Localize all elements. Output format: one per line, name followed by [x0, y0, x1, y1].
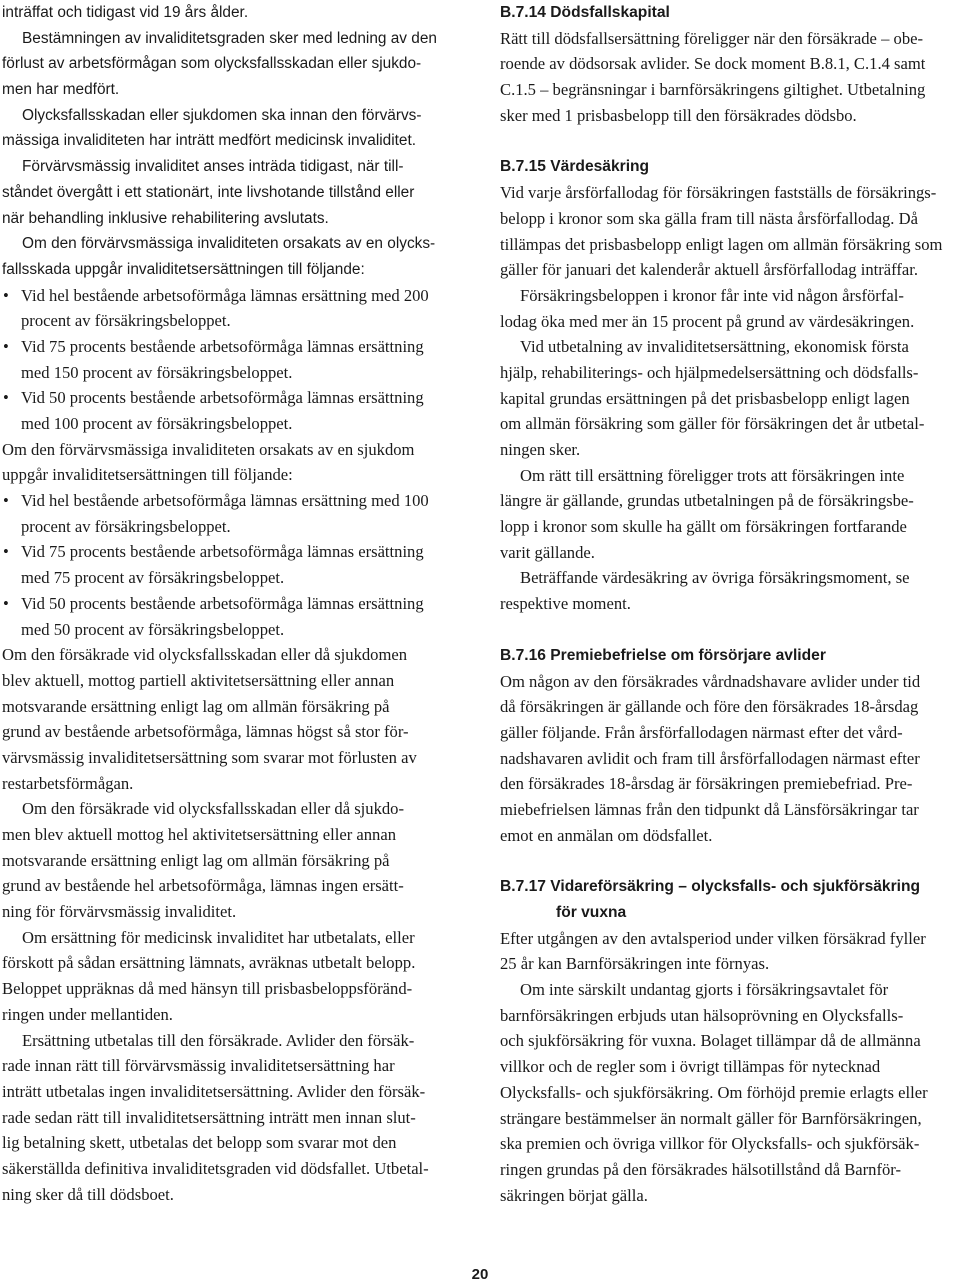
text-line: C.1.5 – begränsningar i barnförsäkringens giltighet. Utbetalning [500, 80, 926, 100]
text-line: ning för förvärvsmässig invaliditet. [2, 902, 237, 922]
section [500, 154, 958, 616]
section-heading: B.7.14 Dödsfallskapital [500, 4, 670, 21]
section-heading: B.7.16 Premiebefrielse om försörjare avlider [500, 646, 826, 664]
text-line: inträtt utbetalas ingen invaliditetsersättning. Avlider den försäk- [2, 1081, 426, 1101]
text-line: motsvarande ersättning enligt lag om allmän försäkring på [2, 696, 390, 716]
page-number: 20 [471, 1266, 489, 1283]
text-block [2, 283, 476, 1208]
section-heading: B.7.15 Värdesäkring [500, 158, 650, 176]
text-line: Förvärvsmässig invaliditet anses inträda tidigast, när till- [22, 158, 404, 176]
section [500, 874, 958, 1208]
text-line: emot en anmälan om dödsfallet. [500, 825, 713, 845]
text-line: Ersättning utbetalas till den försäkrade. Avlider den försäk- [22, 1030, 415, 1050]
text-line: Om den förvärvsmässiga invaliditeten orsakats av en olycks- [22, 235, 436, 253]
text-line: längre är gällande, grundas utbetalningen på de försäkringsbe- [500, 491, 914, 511]
text-line: om allmän försäkring som gäller för försäkringen det år utbetal- [500, 414, 925, 434]
text-line: när behandling inklusive rehabilitering avslutats. [2, 209, 329, 227]
bullet-item-line: • Vid 50 procents bestående arbetsoförmåga lämnas ersättning [2, 591, 476, 617]
bullet-item-line: • Vid 50 procents bestående arbetsoförmåga lämnas ersättning [2, 385, 476, 411]
text-line: lopp i kronor som skulle ha gällt om försäkringen fortfarande [500, 517, 907, 537]
text-line: lodag öka med mer än 15 procent på grund av värdesäkringen. [500, 311, 915, 331]
text-line: strängare bestämmelser än normalt gäller för Barnförsäkringen, [500, 1108, 922, 1128]
text-line: restarbetsförmågan. [2, 773, 134, 793]
text-line: rade sedan rätt till invaliditetsersättning inträtt men innan slut- [2, 1107, 416, 1127]
text-line: roende av dödsorsak avlider. Se dock moment B.8.1, C.1.4 samt [500, 54, 926, 74]
section-gap [500, 617, 958, 643]
section-gap [500, 128, 958, 154]
text-line: motsvarande ersättning enligt lag om allmän försäkring på [2, 850, 390, 870]
text-line: kapital grundas ersättningen på det prisbasbelopp enligt lagen [500, 388, 910, 408]
bullet-item-line: • Vid hel bestående arbetsoförmåga lämnas ersättning med 100 [2, 488, 476, 514]
text-line: Om den försäkrade vid olycksfallsskadan eller då sjukdomen [2, 645, 408, 665]
text-line: inträffat och tidigast vid 19 års ålder. [2, 4, 249, 21]
text-line: ska premien och övriga villkor för Olycksfalls- och sjukförsäk- [500, 1134, 920, 1154]
text-line: med 75 procent av försäkringsbeloppet. [21, 568, 285, 588]
text-line: med 50 procent av försäkringsbeloppet. [21, 619, 285, 639]
text-line: 25 år kan Barnförsäkringen inte förnyas. [500, 954, 770, 974]
text-line: Om den förvärvsmässiga invaliditeten orsakats av en sjukdom [2, 439, 415, 459]
text-line: förskott på sådan ersättning lämnats, avräknas utbetalt belopp. [2, 953, 416, 973]
bullet-item-line: • Vid hel bestående arbetsoförmåga lämnas ersättning med 200 [2, 283, 476, 309]
text-line: respektive moment. [500, 594, 631, 614]
text-line: mässiga invaliditeten har inträtt medfört medicinsk invaliditet. [2, 132, 417, 150]
text-line: Vid utbetalning av invaliditetsersättning, ekonomisk första [520, 337, 909, 357]
text-line: nadshavaren avlidit och fram till årsförfallodagen närmast efter [500, 748, 920, 768]
text-line: procent av försäkringsbeloppet. [21, 311, 231, 331]
text-line: Om rätt till ersättning föreligger trots att försäkringen inte [520, 465, 905, 485]
text-line: Bestämningen av invaliditetsgraden sker med ledning av den [22, 29, 437, 47]
section-gap [500, 848, 958, 874]
text-line: Om inte särskilt undantag gjorts i försäkringsavtalet för [520, 980, 889, 1000]
text-line: Om ersättning för medicinsk invaliditet har utbetalats, eller [22, 927, 415, 947]
text-line: och sjukförsäkring för vuxna. Bolaget tillämpar då de allmänna [500, 1031, 921, 1051]
text-line: Om någon av den försäkrades vårdnadshavare avlider under tid [500, 671, 921, 691]
section [500, 643, 958, 849]
text-line: men har medfört. [2, 81, 120, 99]
text-line: Olycksfallsskadan eller sjukdomen ska innan den förvärvs- [22, 106, 422, 124]
text-line: barnförsäkringen erbjuds utan hälsoprövning en Olycksfalls- [500, 1005, 904, 1025]
right-column [500, 0, 958, 1208]
text-line: belopp i kronor som ska gälla fram till nästa årsförfallodag. Då [500, 208, 918, 228]
text-line: villkor och de regler som i övrigt tillämpas för nytecknad [500, 1057, 881, 1077]
text-line: miebefrielsen lämnas från den tidpunkt då Länsförsäkringar tar [500, 799, 919, 819]
text-line: värvsmässig invaliditetsersättning som svarar mot förlusten av [2, 747, 417, 767]
text-line: blev aktuell, mottog partiell aktivitetsersättning eller annan [2, 670, 395, 690]
left-column [2, 0, 476, 1207]
text-line: Olycksfalls- och sjukförsäkring. Om förhöjd premie erlagts eller [500, 1082, 928, 1102]
text-line: ringen under mellantiden. [2, 1004, 173, 1024]
text-line: säkringen börjat gälla. [500, 1185, 648, 1205]
text-line: ringen grundas på den försäkrades hälsotillstånd då Barnför- [500, 1159, 902, 1179]
text-line: lig betalning skett, utbetalas det belopp som svarar mot den [2, 1133, 397, 1153]
text-line: med 150 procent av försäkringsbeloppet. [21, 362, 293, 382]
text-line: men blev aktuell mottog hel aktivitetsersättning eller annan [2, 825, 396, 844]
text-line: tillämpas det prisbasbelopp enligt lagen om allmän försäkring som [500, 234, 943, 254]
text-line: förlust av arbetsförmågan som olycksfallsskadan eller sjukdo- [2, 55, 422, 73]
text-line: Om den försäkrade vid olycksfallsskadan eller då sjukdo- [22, 799, 405, 819]
text-line: med 100 procent av försäkringsbeloppet. [21, 414, 293, 433]
text-line: Vid varje årsförfallodag för försäkringen fastställs de försäkrings- [500, 183, 937, 203]
text-line: Efter utgången av den avtalsperiod under vilken försäkrad fyller [500, 928, 926, 948]
text-line: Beträffande värdesäkring av övriga försäkringsmoment, se [520, 568, 910, 588]
text-line: ning sker då till dödsboet. [2, 1184, 174, 1204]
text-line: rade innan rätt till förvärvsmässig invaliditetsersättning har [2, 1056, 395, 1076]
text-line: procent av försäkringsbeloppet. [21, 516, 231, 536]
text-line: den försäkrades 18-årsdag är försäkringen premiebefriad. Pre- [500, 774, 913, 794]
text-line: uppgår invaliditetsersättningen till följande: [2, 465, 293, 485]
text-line: gäller följande. Från årsförfallodagen närmast efter det vård- [500, 722, 903, 742]
section-heading: för vuxna [556, 904, 627, 921]
text-line: ståndet övergått i ett stationärt, inte livshotande tillstånd eller [2, 183, 415, 201]
text-block [2, 0, 476, 283]
text-line: fallsskada uppgår invaliditetsersättningen till följande: [2, 260, 365, 278]
section [500, 0, 958, 128]
text-line: grund av bestående hel arbetsoförmåga, lämnas ingen ersätt- [2, 876, 404, 896]
text-line: varit gällande. [500, 542, 595, 562]
bullet-item-line: • Vid 75 procents bestående arbetsoförmåga lämnas ersättning [2, 539, 476, 565]
text-line: grund av bestående arbetsoförmåga, lämnas högst så stor för- [2, 722, 409, 742]
text-line: Beloppet uppräknas då med hänsyn till prisbasbeloppsföränd- [2, 979, 413, 999]
text-line: då försäkringen är gällande och före den försäkrades 18-årsdag [500, 697, 919, 717]
text-line: ningen sker. [500, 440, 581, 459]
section-heading: B.7.17 Vidareförsäkring – olycksfalls- och sjukförsäkring [500, 878, 921, 896]
text-line: gäller för januari det kalenderår aktuell årsförfallodag inträffar. [500, 260, 919, 280]
bullet-item-line: • Vid 75 procents bestående arbetsoförmåga lämnas ersättning [2, 334, 476, 360]
text-line: säkerställda definitiva invaliditetsgraden vid dödsfallet. Utbetal- [2, 1158, 429, 1178]
text-line: Försäkringsbeloppen i kronor får inte vid någon årsförfal- [520, 285, 904, 305]
text-line: sker med 1 prisbasbelopp till den försäkrades dödsbo. [500, 105, 857, 125]
text-line: hjälp, rehabiliterings- och hjälpmedelsersättning och dödsfalls- [500, 362, 919, 382]
text-line: Rätt till dödsfallsersättning föreligger när den försäkrade – obe- [500, 28, 924, 48]
